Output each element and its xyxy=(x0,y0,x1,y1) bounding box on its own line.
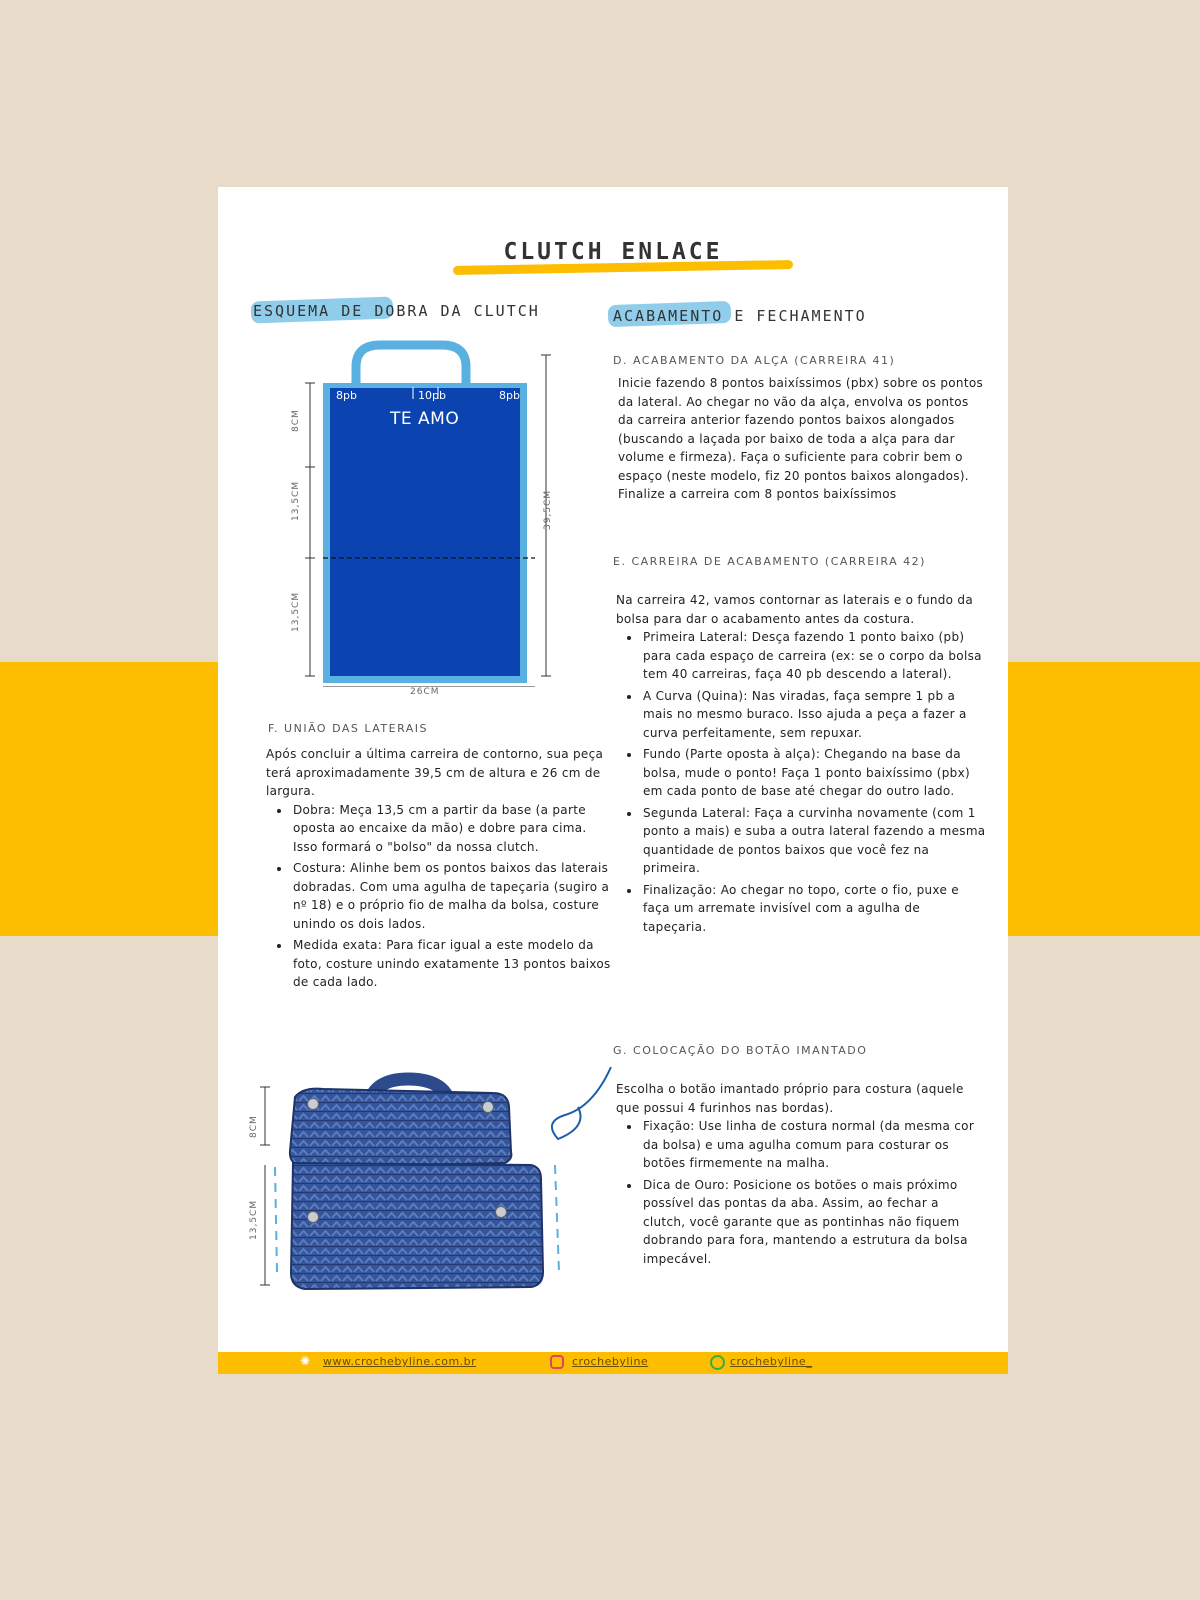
website-link[interactable]: www.crochebyline.com.br xyxy=(323,1355,477,1368)
instagram-icon xyxy=(550,1355,564,1369)
magnet-button-bottom-right xyxy=(496,1207,507,1218)
clutch-flap xyxy=(290,1089,511,1167)
list-item: • Dica de Ouro: Posicione os botões o mais próximo possível das pontas da aba. Assim, ao fechar a clutch, você garante que as pontinhas não fiquem dobrando para fora, mantendo a estrutura da bolsa impecável. xyxy=(641,1176,982,1269)
magnet-button-bottom-left xyxy=(308,1212,319,1223)
clutch-body xyxy=(291,1163,543,1289)
clutch-photo xyxy=(243,1067,613,1317)
section-d-text: Inicie fazendo 8 pontos baixíssimos (pbx) sobre os pontos da lateral. Ao chegar no vão da alça, envolva os pontos da carreira anterior fazendo pontos baixos alongados (buscando a laçada por baixo de toda a alça para dar volume e firmeza). Faça o suficiente para cobrir bem o espaço (neste modelo, fiz 20 pontos baixos alongados). Finalize a carreira com 8 pontos baixíssimos xyxy=(618,376,984,501)
dim-26: 26CM xyxy=(410,687,440,697)
label-8pb-right: 8pb xyxy=(499,389,520,402)
left-heading: ESQUEMA DE DOBRA DA CLUTCH xyxy=(253,302,540,320)
magnet-button-top-right xyxy=(483,1102,494,1113)
whatsapp-icon xyxy=(710,1355,725,1370)
photo-dim-8cm: 8CM xyxy=(249,1115,259,1138)
section-d-heading: D. ACABAMENTO DA ALÇA (CARREIRA 41) xyxy=(613,354,896,367)
list-item: • Costura: Alinhe bem os pontos baixos das laterais dobradas. Com uma agulha de tapeçaria (sugiro a nº 18) e o próprio fio de malha da bolsa, costure unindo os dois lados. xyxy=(291,859,611,933)
globe-icon: ✺ xyxy=(300,1354,311,1368)
list-item: • Medida exata: Para ficar igual a este modelo da foto, costure unindo exatamente 13 pontos baixos de cada lado. xyxy=(291,936,611,992)
list-item: • Finalização: Ao chegar no topo, corte o fio, puxe e faça um arremate invisível com a agulha de tapeçaria. xyxy=(641,881,986,937)
dim-8cm: 8CM xyxy=(291,409,301,432)
instagram-link[interactable]: crochebyline xyxy=(572,1355,649,1368)
diagram-inner-panel xyxy=(330,388,520,676)
whatsapp-link[interactable]: crochebyline_ xyxy=(730,1355,813,1368)
section-e-body: Na carreira 42, vamos contornar as laterais e o fundo da bolsa para dar o acabamento antes da costura. • Primeira Lateral: Desça fazendo 1 ponto baixo (pb) para cada espaço de carreira (ex: se o corpo da bolsa tem 40 carreiras, faça 40 pb descendo a lateral). • A Curva (Quina): Nas viradas, faça sempre 1 pb a mais no mesmo buraco. Isso ajuda a peça a fazer a curva perfeitamente, sem repuxar. • Fundo (Parte oposta à alça): Chegando na base da bolsa, mude o ponto! Faça 1 ponto baixíssimo (pbx) em cada ponto de base até chegar do outro lado. • Segunda Lateral: Faça a curvinha novamente (com 1 ponto a mais) e suba a outra lateral fazendo a mesma quantidade de pontos baixos que você fez na primeira. • Finalização: Ao chegar no topo, corte o fio, puxe e faça um arremate invisível com a agulha de tapeçaria. xyxy=(616,591,986,939)
section-g-heading: G. COLOCAÇÃO DO BOTÃO IMANTADO xyxy=(613,1044,868,1057)
photo-dim-13-5: 13,5CM xyxy=(249,1199,259,1240)
footer-bar xyxy=(218,1352,1008,1374)
list-item: • Fundo (Parte oposta à alça): Chegando na base da bolsa, mude o ponto! Faça 1 ponto baixíssimo (pbx) em cada ponto de base até chegar do outro lado. xyxy=(641,745,986,801)
dim-13-5-top: 13,5CM xyxy=(291,480,301,521)
right-heading: ACABAMENTO E FECHAMENTO xyxy=(613,307,867,325)
label-8pb-left: 8pb xyxy=(336,389,357,402)
magnet-button-top-left xyxy=(308,1099,319,1110)
sewing-thread xyxy=(552,1067,611,1139)
section-f-heading: F. UNIÃO DAS LATERAIS xyxy=(268,722,429,735)
pattern-page xyxy=(218,187,1008,1374)
label-10pb: 10pb xyxy=(418,389,446,402)
diagram-handle xyxy=(356,345,466,383)
list-item: • Primeira Lateral: Desça fazendo 1 ponto baixo (pb) para cada espaço de carreira (ex: se o corpo da bolsa tem 40 carreiras, faça 40 pb descendo a lateral). xyxy=(641,628,986,684)
section-f-body: Após concluir a última carreira de contorno, sua peça terá aproximadamente 39,5 cm de altura e 26 cm de largura. • Dobra: Meça 13,5 cm a partir da base (a parte oposta ao encaixe da mão) e dobre para cima. Isso formará o "bolso" da nossa clutch. • Costura: Alinhe bem os pontos baixos das laterais dobradas. Com uma agulha de tapeçaria (sugiro a nº 18) e o próprio fio de malha da bolsa, costure unindo os dois lados. • Medida exata: Para ficar igual a este modelo da foto, costure unindo exatamente 13 pontos baixos de cada lado. xyxy=(266,745,611,995)
section-g-body: Escolha o botão imantado próprio para costura (aquele que possui 4 furinhos nas bordas). • Fixação: Use linha de costura normal (da mesma cor da bolsa) e uma agulha comum para costurar os botões firmemente na malha. • Dica de Ouro: Posicione os botões o mais próximo possível das pontas da aba. Assim, ao fechar a clutch, você garante que as pontinhas não fiquem dobrando para fora, mantendo a estrutura da bolsa impecável. xyxy=(616,1080,982,1271)
list-item: • Dobra: Meça 13,5 cm a partir da base (a parte oposta ao encaixe da mão) e dobre para cima. Isso formará o "bolso" da nossa clutch. xyxy=(291,801,611,857)
list-item: • Segunda Lateral: Faça a curvinha novamente (com 1 ponto a mais) e suba a outra lateral fazendo a mesma quantidade de pontos baixos que você fez na primeira. xyxy=(641,804,986,878)
dim-39-5: 39,5CM xyxy=(543,489,553,530)
list-item: • A Curva (Quina): Nas viradas, faça sempre 1 pb a mais no mesmo buraco. Isso ajuda a peça a fazer a curva perfeitamente, sem repuxar. xyxy=(641,687,986,743)
section-e-heading: E. CARREIRA DE ACABAMENTO (CARREIRA 42) xyxy=(613,555,926,568)
label-te-amo: TE AMO xyxy=(390,409,460,429)
page-title: CLUTCH ENLACE xyxy=(503,239,723,265)
list-item: • Fixação: Use linha de costura normal (da mesma cor da bolsa) e uma agulha comum para costurar os botões firmemente na malha. xyxy=(641,1117,982,1173)
dim-13-5-bottom: 13,5CM xyxy=(291,591,301,632)
